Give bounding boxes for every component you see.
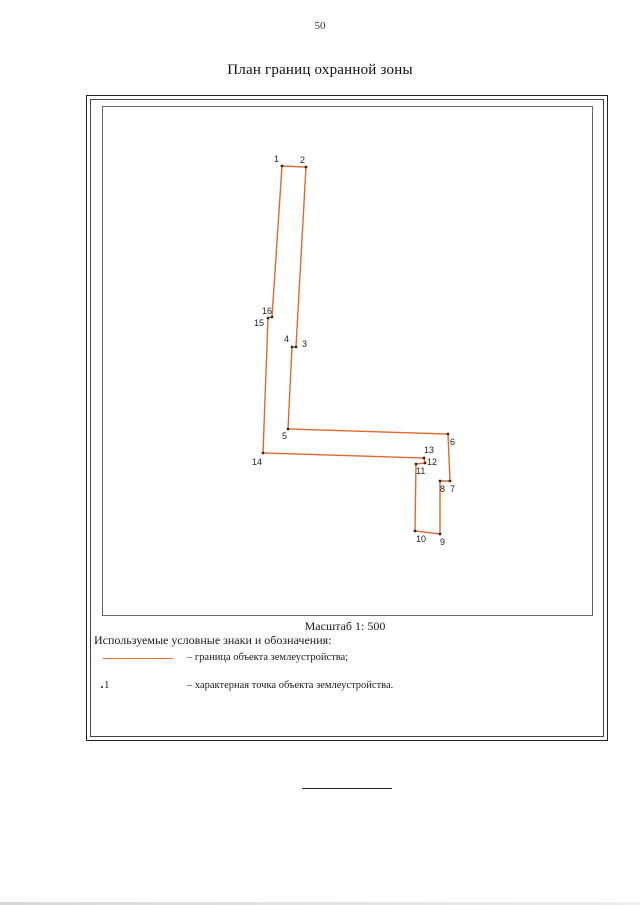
point-label-2: 2 — [300, 155, 306, 165]
point-label-9: 9 — [440, 537, 446, 547]
point-label-7: 7 — [450, 484, 456, 494]
boundary-point-2 — [305, 166, 308, 169]
point-label-14: 14 — [252, 457, 263, 467]
point-labels — [252, 154, 455, 547]
point-label-12: 12 — [427, 457, 438, 467]
scale-label: Масштаб 1: 500 — [304, 619, 386, 633]
legend-point-sample-label: 1 — [104, 679, 110, 691]
point-label-6: 6 — [450, 437, 456, 447]
boundary-point-16 — [271, 316, 274, 319]
legend-boundary-line-symbol — [103, 658, 173, 659]
boundary-point-10 — [414, 530, 417, 533]
page-title: План границ охранной зоны — [227, 62, 413, 78]
point-label-8: 8 — [440, 484, 446, 494]
point-label-15: 15 — [254, 318, 265, 328]
boundary-point-5 — [287, 428, 290, 431]
boundary-point-1 — [281, 165, 284, 168]
point-label-13: 13 — [424, 445, 435, 455]
point-label-3: 3 — [302, 339, 308, 349]
boundary-point-6 — [447, 433, 450, 436]
boundary-point-13 — [423, 457, 426, 460]
point-label-5: 5 — [282, 431, 288, 441]
boundary-point-11 — [415, 463, 418, 466]
point-label-11: 11 — [416, 466, 426, 476]
boundary-point-7 — [449, 480, 452, 483]
page-number: 50 — [314, 20, 326, 32]
boundary-point-9 — [439, 533, 442, 536]
boundary-point-14 — [262, 452, 265, 455]
legend-title: Используемые условные знаки и обозначения: — [94, 633, 332, 647]
footer-divider — [302, 788, 392, 789]
point-label-16: 16 — [262, 306, 273, 316]
boundary-polygon — [263, 166, 450, 534]
boundary-point-12 — [424, 462, 427, 465]
legend-point-symbol — [101, 686, 103, 688]
characteristic-points — [262, 165, 452, 536]
boundary-point-4 — [291, 346, 294, 349]
point-label-10: 10 — [416, 534, 427, 544]
boundary-point-15 — [267, 317, 270, 320]
legend-boundary-text: – граница объекта землеустройства; — [187, 652, 349, 663]
legend-point-text: – характерная точка объекта землеустройства. — [187, 680, 394, 691]
point-label-4: 4 — [284, 334, 290, 344]
point-label-1: 1 — [274, 154, 280, 164]
boundary-point-8 — [439, 480, 442, 483]
boundary-point-3 — [295, 346, 298, 349]
